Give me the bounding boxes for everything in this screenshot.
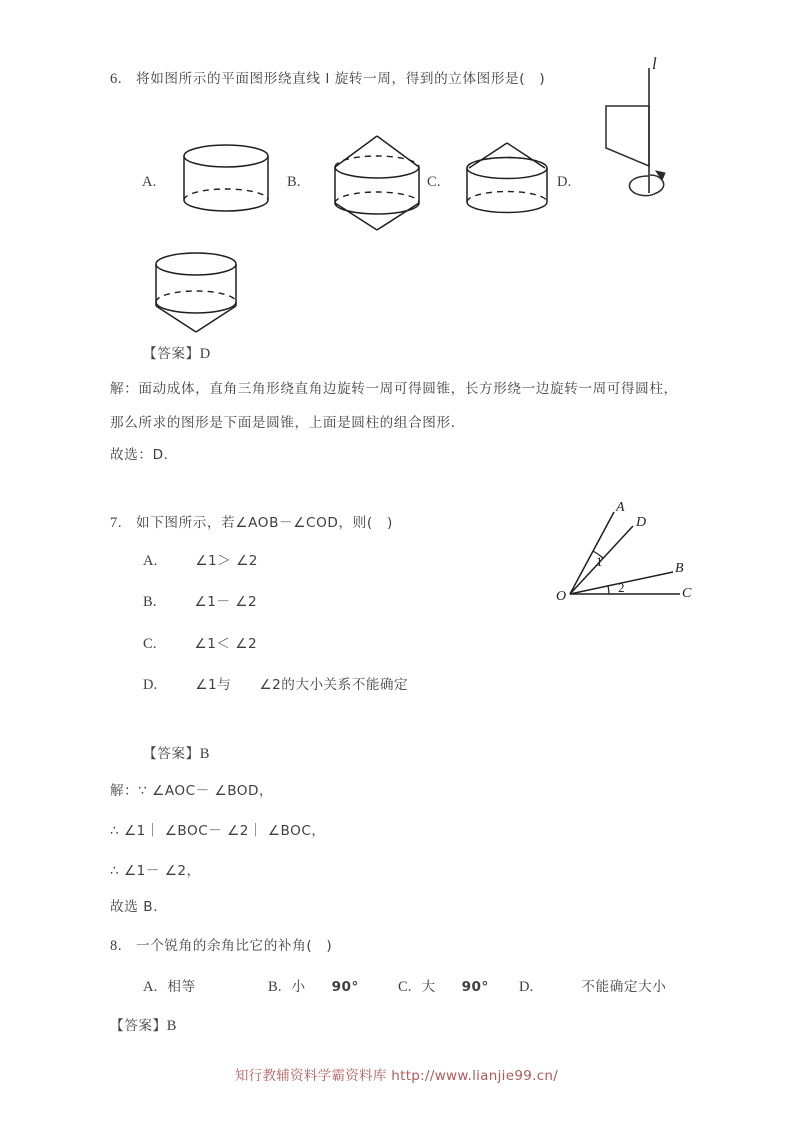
q7-option-c-text: ∠1＜ ∠2	[194, 636, 258, 652]
q8-option-c[interactable]	[398, 978, 489, 996]
q6-option-c-label[interactable]: C.	[427, 174, 441, 190]
svg-text:A: A	[616, 500, 625, 515]
q6-option-a-label[interactable]: A.	[142, 174, 157, 190]
q7-option-b[interactable]	[143, 593, 257, 611]
q7-option-b-text: ∠1－ ∠2	[194, 594, 258, 610]
q7-option-a-text: ∠1＞ ∠2	[195, 553, 258, 569]
q6-solution-line-2: 那么所求的图形是下面是圆锥，上面是圆柱的组合图形.	[110, 415, 456, 431]
q8-option-c-label: C.	[398, 979, 412, 995]
svg-text:C: C	[682, 586, 692, 601]
q8-option-a[interactable]	[143, 978, 196, 996]
q8-option-b[interactable]	[268, 978, 359, 996]
q8-option-c-text: 大	[421, 979, 436, 995]
q7-option-b-label: B.	[143, 594, 157, 610]
question-8-number: 8.	[110, 938, 123, 954]
q6-answer-value: D	[199, 346, 211, 362]
q6-answer-label: 【答案】	[143, 346, 200, 362]
q7-answer-label: 【答案】	[143, 746, 200, 762]
question-7-stem	[110, 514, 393, 532]
q7-solution-line-1: 解：∵ ∠AOC－ ∠BOD，	[110, 783, 274, 799]
q6-option-d-label[interactable]: D.	[557, 174, 572, 190]
svg-text:B: B	[675, 561, 684, 576]
q7-solution-line-4: 故选 B.	[110, 899, 159, 915]
question-6-number: 6.	[110, 71, 123, 87]
q7-option-a-label: A.	[143, 553, 158, 569]
q6-option-b-label[interactable]: B.	[287, 174, 301, 190]
q7-solution-line-3: ∴ ∠1－ ∠2，	[110, 863, 201, 879]
q6-solution-line-3: 故选：D.	[110, 447, 169, 463]
question-8-stem-text: 一个锐角的余角比它的补角( )	[136, 938, 333, 954]
q7-option-d-text: ∠1与 ∠2的大小关系不能确定	[195, 677, 409, 693]
q8-answer-value: B	[166, 1018, 178, 1034]
q6-solution-line-1: 解：面动成体，直角三角形绕直角边旋转一周可得圆锥，长方形绕一边旋转一周可得圆柱，	[110, 381, 678, 397]
question-6-stem	[110, 70, 545, 88]
q8-option-a-label: A.	[143, 979, 158, 995]
q6-option-a-figure-cylinder	[178, 142, 274, 220]
q8-option-a-text: 相等	[167, 979, 196, 995]
q7-option-d-label: D.	[143, 677, 158, 693]
svg-text:D: D	[636, 515, 647, 530]
svg-text:2: 2	[618, 580, 625, 595]
question-7-stem-text: 如下图所示，若∠AOB－∠COD，则( )	[136, 515, 393, 531]
footer-watermark: 知行教辅资料学霸资料库 http://www.lianjie99.cn/	[234, 1068, 559, 1084]
question-8-stem	[110, 937, 332, 955]
q8-option-d-label: D.	[519, 979, 534, 995]
q7-option-a[interactable]	[143, 552, 258, 570]
q8-option-d-text: 不能确定大小	[581, 979, 667, 995]
q6-answer	[143, 345, 211, 363]
q7-option-d[interactable]	[143, 676, 408, 694]
q6-option-b-figure-cone-cylinder-cone	[327, 133, 427, 233]
question-6-stem-text: 将如图所示的平面图形绕直线 l 旋转一周，得到的立体图形是( )	[136, 71, 546, 87]
q7-option-c-label: C.	[143, 636, 157, 652]
q6-option-c-figure-cone-on-cylinder	[459, 140, 555, 222]
q7-answer	[143, 745, 210, 763]
q8-option-d[interactable]	[519, 978, 667, 996]
q6-option-d-figure-cylinder-with-bottom-cone	[148, 250, 248, 336]
q7-angle-diagram	[556, 498, 691, 610]
q8-option-b-text: 小	[291, 979, 306, 995]
q7-solution-line-2: ∴ ∠1｜ ∠BOC－ ∠2｜ ∠BOC，	[110, 823, 326, 839]
q7-answer-value: B	[199, 746, 211, 762]
q8-option-b-value: 90°	[331, 979, 359, 995]
q6-rotation-figure	[586, 54, 696, 203]
q8-option-b-label: B.	[268, 979, 282, 995]
q8-option-c-value: 90°	[461, 979, 489, 995]
q8-answer-label: 【答案】	[110, 1018, 167, 1034]
question-7-number: 7.	[110, 515, 123, 531]
svg-text:1: 1	[596, 554, 603, 569]
q8-answer	[110, 1017, 177, 1035]
q7-option-c[interactable]	[143, 635, 257, 653]
axis-label-l: l	[652, 54, 657, 73]
svg-text:O: O	[556, 589, 567, 604]
